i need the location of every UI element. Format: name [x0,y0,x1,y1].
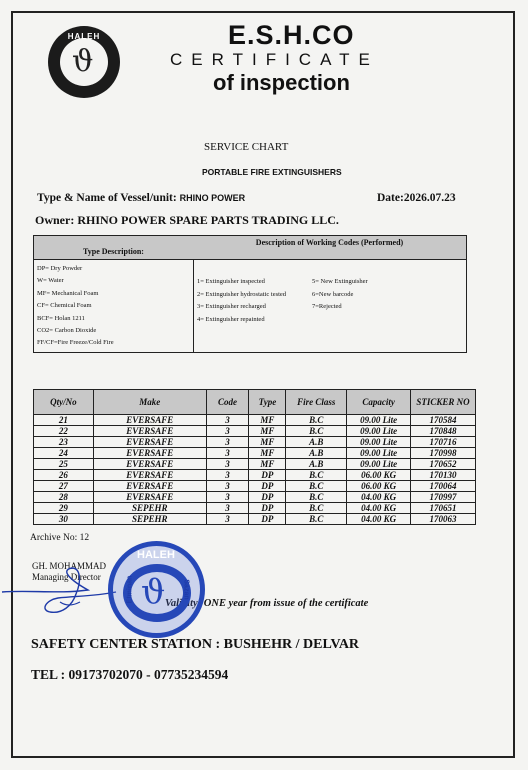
table-cell: MF [249,426,286,437]
table-cell: 3 [206,492,249,503]
work-code-item: 1= Extinguisher inspected [197,278,265,285]
table-cell: B.C [286,470,347,481]
company-stamp [108,541,205,638]
table-cell: 170848 [411,426,476,437]
type-item: FF/CF=Fire Freeze/Cold Fire [37,339,114,347]
telephone-line: TEL : 09173702070 - 07735234594 [31,667,229,682]
table-cell: DP [249,503,286,514]
table-cell: EVERSAFE [93,426,206,437]
owner-line: Owner: RHINO POWER SPARE PARTS TRADING LLC. [35,213,339,227]
portable-heading: PORTABLE FIRE EXTINGUISHERS [202,167,342,177]
table-cell: 30 [34,514,94,525]
manager-title: Managing Director [32,572,101,582]
table-cell: 170652 [411,459,476,470]
table-cell: MF [249,437,286,448]
table-cell: 04.00 KG [347,492,411,503]
station-line: SAFETY CENTER STATION : BUSHEHR / DELVAR [31,637,360,652]
codes-divider [193,259,194,352]
col-header: Capacity [347,390,411,415]
table-cell: 29 [34,503,94,514]
table-cell: 26 [34,470,94,481]
vessel-value: RHINO POWER [179,193,246,203]
col-header: Fire Class [286,390,347,415]
table-cell: EVERSAFE [93,492,206,503]
table-cell: EVERSAFE [93,459,206,470]
table-row [34,492,476,503]
type-item: CF= Chemical Foam [37,302,92,310]
table-cell: 170651 [411,503,476,514]
certificate-title: CERTIFICATE [170,50,379,69]
table-row [34,481,476,492]
type-item: MF= Mechanical Foam [37,289,99,297]
table-header-row [34,390,476,415]
table-cell: 09.00 Lite [347,437,411,448]
logo-text: HALEH [67,32,101,41]
col-header: Make [93,390,206,415]
table-cell: A.B [286,448,347,459]
table-cell: EVERSAFE [93,481,206,492]
table-cell: MF [249,415,286,426]
table-cell: 06.00 KG [347,470,411,481]
table-cell: 27 [34,481,94,492]
table-cell: 22 [34,426,94,437]
manager-name: GH. MOHAMMAD [32,561,107,571]
vessel-line [37,192,245,204]
table-cell: 04.00 KG [347,514,411,525]
table-cell: 170130 [411,470,476,481]
work-code-item: 5= New Extinguisher [312,278,368,285]
table-cell: 3 [206,437,249,448]
company-logo [48,26,120,98]
table-cell: DP [249,492,286,503]
type-item: DP= Dry Powder [37,265,83,272]
type-description-header: Type Description: [34,236,194,260]
table-cell: 170584 [411,415,476,426]
work-code-item: 3= Extinguisher recharged [197,303,266,310]
table-cell: 170716 [411,437,476,448]
table-row [34,426,476,437]
table-cell: B.C [286,492,347,503]
table-cell: 09.00 Lite [347,459,411,470]
table-cell: 3 [206,448,249,459]
table-cell: 3 [206,426,249,437]
table-cell: 09.00 Lite [347,426,411,437]
table-cell: MF [249,459,286,470]
table-cell: B.C [286,503,347,514]
table-cell: EVERSAFE [93,448,206,459]
stamp-right-text: Sazan [182,579,190,600]
table-cell: 09.00 Lite [347,415,411,426]
work-code-item: 6=New barcode [312,290,354,298]
table-cell: A.B [286,459,347,470]
table-row [34,437,476,448]
validity-note: Validity: ONE year from issue of the certificate [165,598,369,609]
table-body [34,415,476,525]
table-cell: DP [249,514,286,525]
col-header: Type [249,390,286,415]
table-cell: 3 [206,514,249,525]
table-cell: 3 [206,481,249,492]
table-row [34,448,476,459]
table-cell: 3 [206,503,249,514]
col-header: STICKER NO [411,390,476,415]
table-cell: EVERSAFE [93,470,206,481]
table-cell: A.B [286,437,347,448]
table-cell: B.C [286,514,347,525]
table-cell: 09.00 Lite [347,448,411,459]
type-item: BCF= Holan 1211 [37,314,85,322]
extinguisher-table [33,389,476,525]
table-cell: 170064 [411,481,476,492]
table-cell: 25 [34,459,94,470]
table-cell: 24 [34,448,94,459]
table-row [34,459,476,470]
table-cell: 170063 [411,514,476,525]
logo-swirl-icon: ϑ [72,44,94,79]
table-cell: 3 [206,415,249,426]
table-cell: 23 [34,437,94,448]
table-row [34,470,476,481]
table-cell: MF [249,448,286,459]
type-item: CO2= Carbon Dioxide [37,327,97,335]
table-cell: EVERSAFE [93,437,206,448]
work-codes-col1 [197,276,286,326]
table-cell: SEPEHR [93,514,206,525]
table-cell: 21 [34,415,94,426]
table-row [34,415,476,426]
col-header: Code [206,390,249,415]
table-row [34,503,476,514]
table-cell: B.C [286,426,347,437]
table-cell: DP [249,481,286,492]
col-header: Qty/No [34,390,94,415]
table-cell: 3 [206,470,249,481]
vessel-label: Type & Name of Vessel/unit: [37,192,177,204]
table-cell: DP [249,470,286,481]
table-cell: 28 [34,492,94,503]
certificate-date: Date:2026.07.23 [377,192,456,204]
table-cell: EVERSAFE [93,415,206,426]
codes-box [33,235,467,353]
work-codes-col2 [312,276,368,314]
archive-number: Archive No: 12 [30,533,90,543]
working-codes-header: Description of Working Codes (Performed) [193,236,466,260]
table-cell: 06.00 KG [347,481,411,492]
table-row [34,514,476,525]
company-name: E.S.H.CO [228,20,355,50]
stamp-left-text: Etminan [126,575,134,604]
table-cell: 3 [206,459,249,470]
service-chart-heading: SERVICE CHART [204,141,289,153]
table-cell: SEPEHR [93,503,206,514]
table-cell: B.C [286,481,347,492]
stamp-top-text: HALEH [137,549,175,561]
table-cell: 170997 [411,492,476,503]
work-code-item: 4= Extinguisher repainted [197,315,265,323]
table-cell: B.C [286,415,347,426]
work-code-item: 7=Rejected [312,303,342,310]
stamp-swirl-icon: ϑ [141,572,166,612]
type-list [37,263,114,350]
table-cell: 170998 [411,448,476,459]
work-code-item: 2= Extinguisher hydrostatic tested [197,290,287,298]
type-item: W= Water [37,277,64,285]
certificate-subtitle: of inspection [213,70,350,95]
table-cell: 04.00 KG [347,503,411,514]
